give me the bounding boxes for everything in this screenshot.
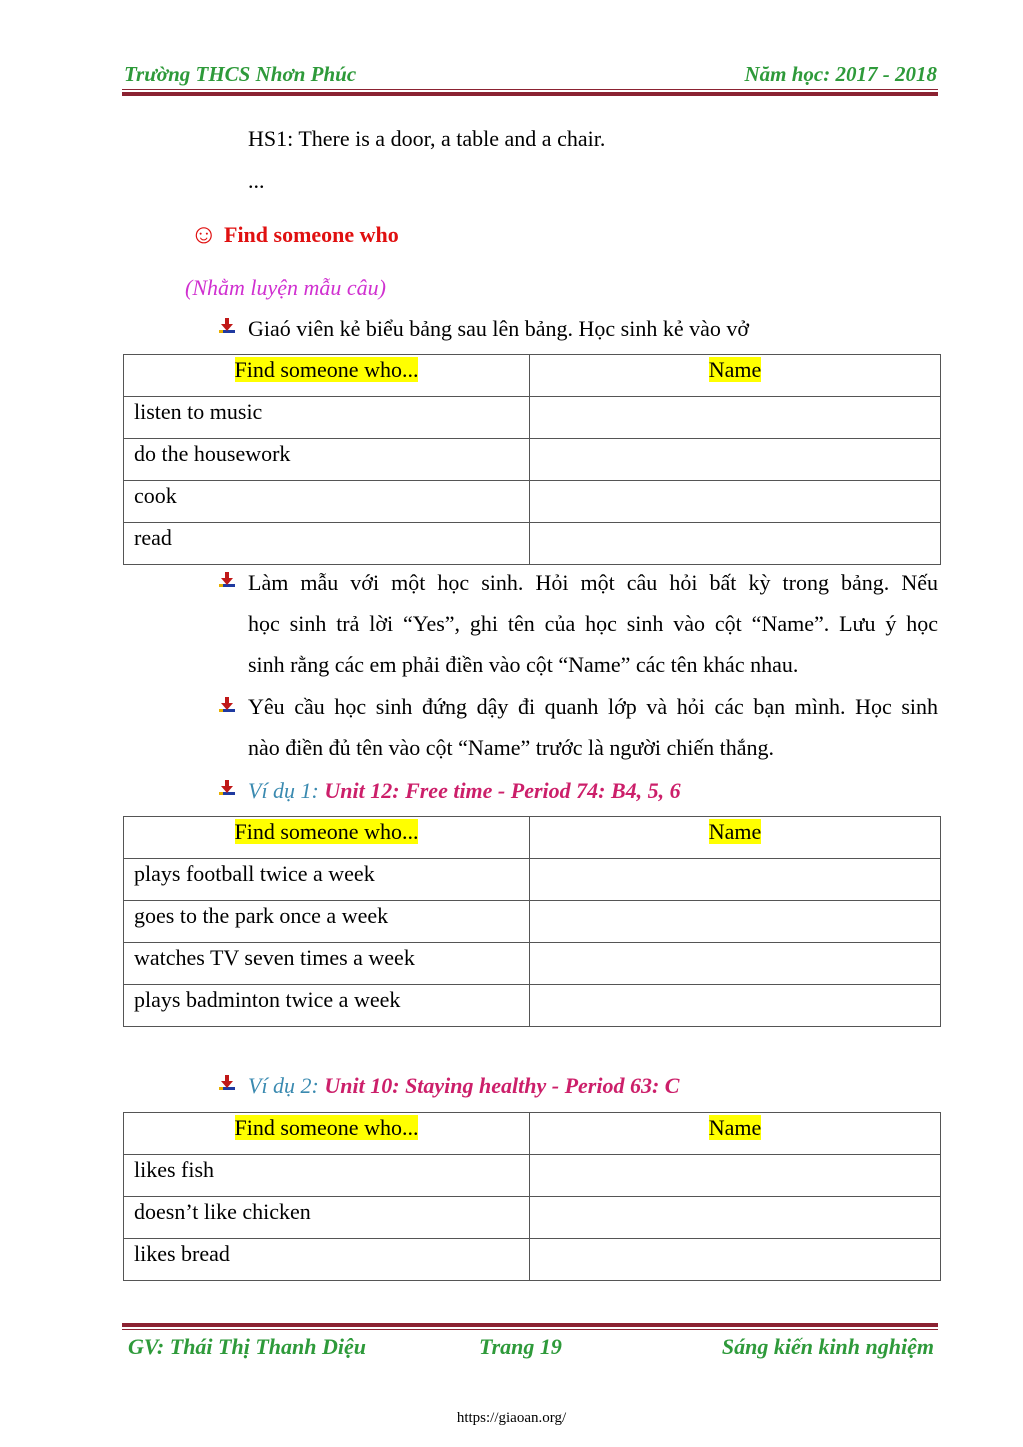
bullet-arrow-icon [218, 318, 236, 334]
example2-heading: Ví dụ 2: Unit 10: Staying healthy - Period 63: C [248, 1073, 680, 1098]
table-header-name: Name [530, 817, 941, 859]
school-year: Năm học: 2017 - 2018 [744, 62, 937, 86]
step2-paragraph: Làm mẫu với một học sinh. Hỏi một câu hỏi bất kỳ trong bảng. Nếu học sinh trả lời “Yes”, ghi tên của học sinh vào cột “Name”. Lưu ý học sinh rằng các em phải điền vào cột “Name” các tên khác nhau. [248, 570, 938, 677]
bullet-arrow-icon [218, 780, 236, 796]
hs1-sentence: HS1: There is a door, a table and a chair. [248, 126, 606, 151]
table-row: likes fish [124, 1155, 941, 1197]
step1-text: Giaó viên kẻ biểu bảng sau lên bảng. Học sinh kẻ vào vở [248, 316, 750, 341]
table-find-someone-3 [123, 1112, 941, 1281]
table-row: doesn’t like chicken [124, 1197, 941, 1239]
header-rule-thick [122, 92, 938, 96]
example1-heading: Ví dụ 1: Unit 12: Free time - Period 74: B4, 5, 6 [248, 778, 681, 803]
bullet-arrow-icon [218, 697, 236, 713]
table-row: read [124, 523, 941, 565]
table-row: goes to the park once a week [124, 901, 941, 943]
table-row: cook [124, 481, 941, 523]
activity-aim: (Nhằm luyện mẫu câu) [185, 275, 387, 300]
table-find-someone-2 [123, 816, 941, 1027]
table-row: listen to music [124, 397, 941, 439]
table-row: plays football twice a week [124, 859, 941, 901]
table-header-activity: Find someone who... [124, 1113, 530, 1155]
ellipsis: ... [248, 168, 265, 193]
smiley-icon: ☺ [190, 219, 218, 249]
bullet-arrow-icon [218, 1075, 236, 1091]
footer-rule-thick [122, 1323, 938, 1327]
footer-title: Sáng kiến kinh nghiệm [721, 1334, 934, 1359]
table-header-name: Name [530, 1113, 941, 1155]
footer-teacher: GV: Thái Thị Thanh Diệu [128, 1334, 366, 1359]
table-find-someone-1 [123, 354, 941, 565]
activity-title: Find someone who [224, 222, 399, 247]
table-header-name: Name [530, 355, 941, 397]
header-rule-thin [122, 89, 938, 90]
step3-paragraph: Yêu cầu học sinh đứng dậy đi quanh lớp và hỏi các bạn mình. Học sinh nào điền đủ tên vào cột “Name” trước là người chiến thắng. [248, 694, 938, 760]
table-row: likes bread [124, 1239, 941, 1281]
footer-url[interactable]: https://giaoan.org/ [456, 1410, 567, 1426]
table-row: do the housework [124, 439, 941, 481]
table-row: watches TV seven times a week [124, 943, 941, 985]
bullet-arrow-icon [218, 572, 236, 588]
school-name: Trường THCS Nhơn Phúc [124, 62, 357, 86]
table-header-activity: Find someone who... [124, 817, 530, 859]
table-row: plays badminton twice a week [124, 985, 941, 1027]
footer-rule-thin [122, 1329, 938, 1330]
footer-page-number: Trang 19 [479, 1334, 562, 1359]
table-header-activity: Find someone who... [124, 355, 530, 397]
